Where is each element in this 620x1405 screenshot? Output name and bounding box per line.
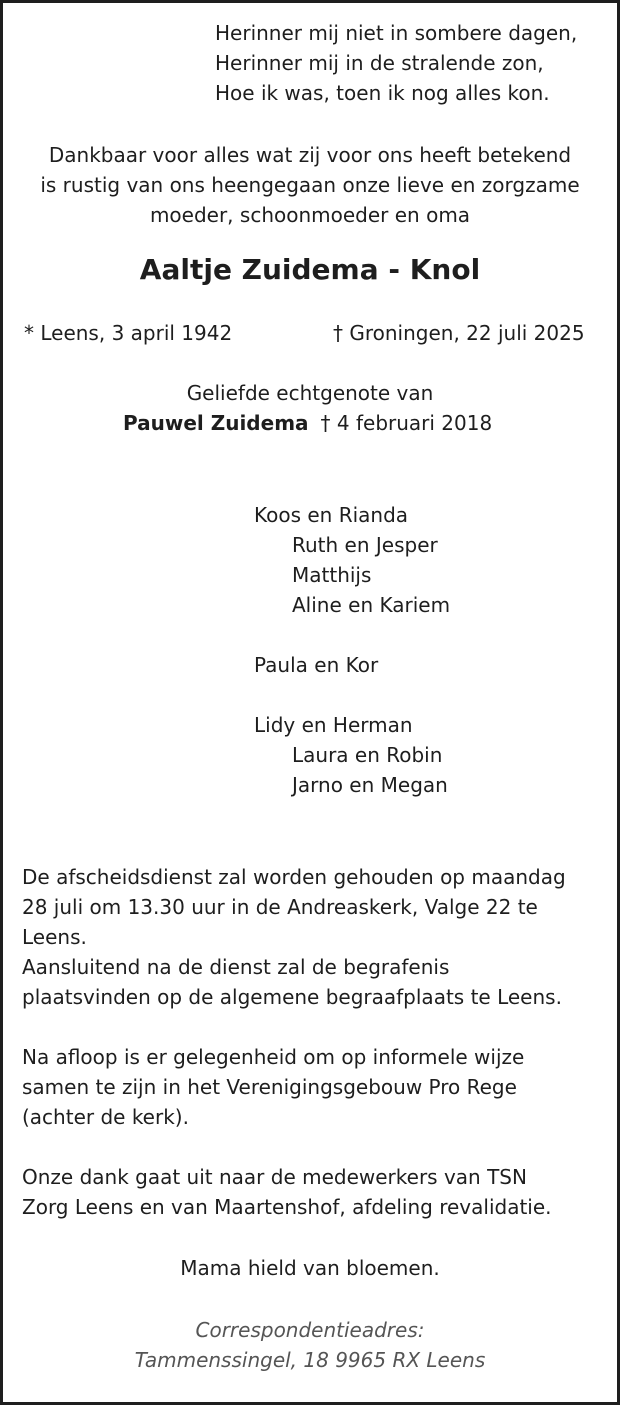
family-member: Ruth en Jesper — [292, 533, 438, 557]
family-member: Matthijs — [292, 563, 372, 587]
spouse-death: † 4 februari 2018 — [320, 411, 493, 435]
gathering-line: samen te zijn in het Verenigingsgebouw Pro Rege — [22, 1075, 517, 1099]
family-member: Jarno en Megan — [292, 773, 448, 797]
spouse-intro: Geliefde echtgenote van — [186, 381, 434, 405]
family-member: Lidy en Herman — [254, 713, 413, 737]
poem-line: Herinner mij niet in sombere dagen, — [215, 21, 578, 45]
poem-line: Herinner mij in de stralende zon, — [215, 51, 544, 75]
birth-date: * Leens, 3 april 1942 — [24, 321, 233, 345]
spouse-line — [123, 408, 492, 438]
correspondence-label: Correspondentieadres: — [195, 1318, 425, 1342]
family-member: Koos en Rianda — [254, 503, 409, 527]
service-line: De afscheidsdienst zal worden gehouden op maandag — [22, 865, 566, 889]
service-line: plaatsvinden op de algemene begraafplaats te Leens. — [22, 985, 562, 1009]
spouse-name: Pauwel Zuidema — [123, 411, 309, 435]
correspondence-address: Tammenssingel, 18 9965 RX Leens — [134, 1348, 486, 1372]
service-line: Aansluitend na de dienst zal de begrafenis — [22, 955, 450, 979]
flowers-note: Mama hield van bloemen. — [180, 1256, 440, 1280]
intro-line: is rustig van ons heengegaan onze lieve en zorgzame — [40, 173, 580, 197]
thanks-line: Zorg Leens en van Maartenshof, afdeling revalidatie. — [22, 1195, 552, 1219]
death-date: † Groningen, 22 juli 2025 — [333, 321, 585, 345]
service-line: 28 juli om 13.30 uur in de Andreaskerk, Valge 22 te — [22, 895, 538, 919]
family-member: Laura en Robin — [292, 743, 443, 767]
poem-line: Hoe ik was, toen ik nog alles kon. — [215, 81, 550, 105]
deceased-name: Aaltje Zuidema - Knol — [139, 253, 481, 286]
intro-line: Dankbaar voor alles wat zij voor ons heeft betekend — [48, 143, 572, 167]
family-member: Aline en Kariem — [292, 593, 451, 617]
intro-line: moeder, schoonmoeder en oma — [149, 203, 471, 227]
service-line: Leens. — [22, 925, 87, 949]
family-member: Paula en Kor — [254, 653, 379, 677]
gathering-line: (achter de kerk). — [22, 1105, 189, 1129]
gathering-line: Na afloop is er gelegenheid om op informele wijze — [22, 1045, 525, 1069]
thanks-line: Onze dank gaat uit naar de medewerkers van TSN — [22, 1165, 527, 1189]
